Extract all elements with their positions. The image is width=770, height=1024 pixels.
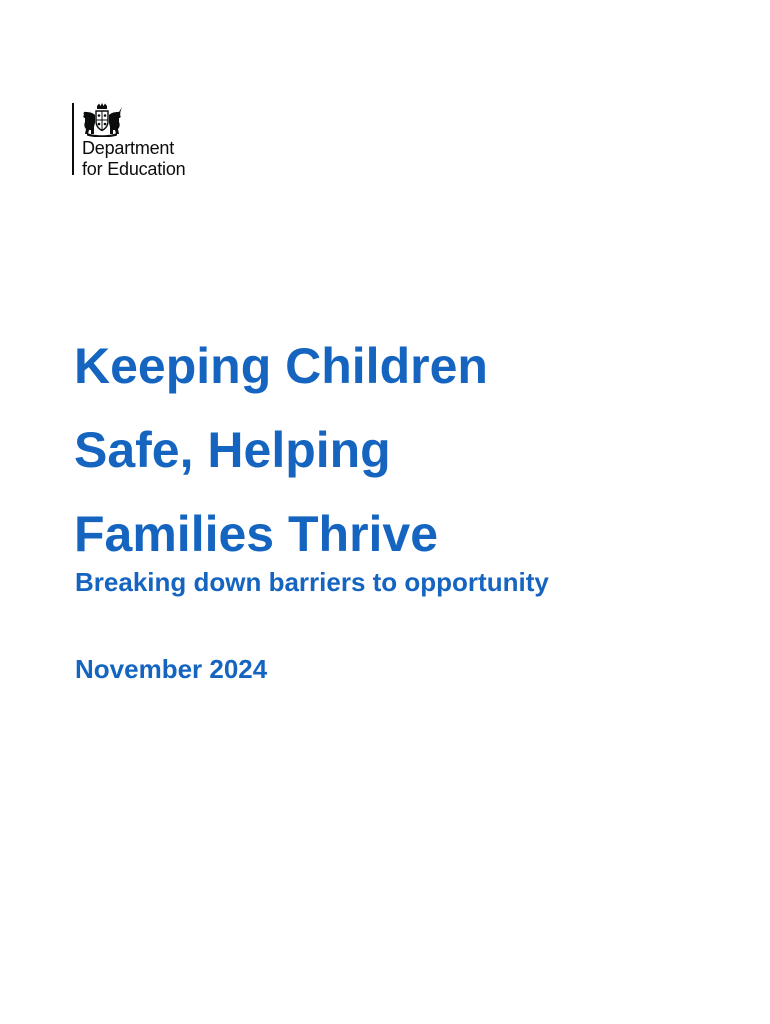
publication-date: November 2024 [75, 654, 268, 684]
department-name-line1: Department [82, 138, 175, 158]
department-logo [72, 103, 186, 179]
logo-divider [72, 103, 74, 175]
royal-coat-of-arms-icon [82, 103, 122, 137]
department-name-line2: for Education [82, 159, 186, 179]
document-title [74, 324, 734, 576]
title-line1: Keeping Children [74, 338, 488, 394]
title-line2: Safe, Helping [74, 422, 391, 478]
document-subtitle: Breaking down barriers to opportunity [75, 567, 549, 597]
department-name [82, 138, 185, 180]
title-line3: Families Thrive [74, 506, 439, 562]
logo-body [82, 103, 185, 180]
